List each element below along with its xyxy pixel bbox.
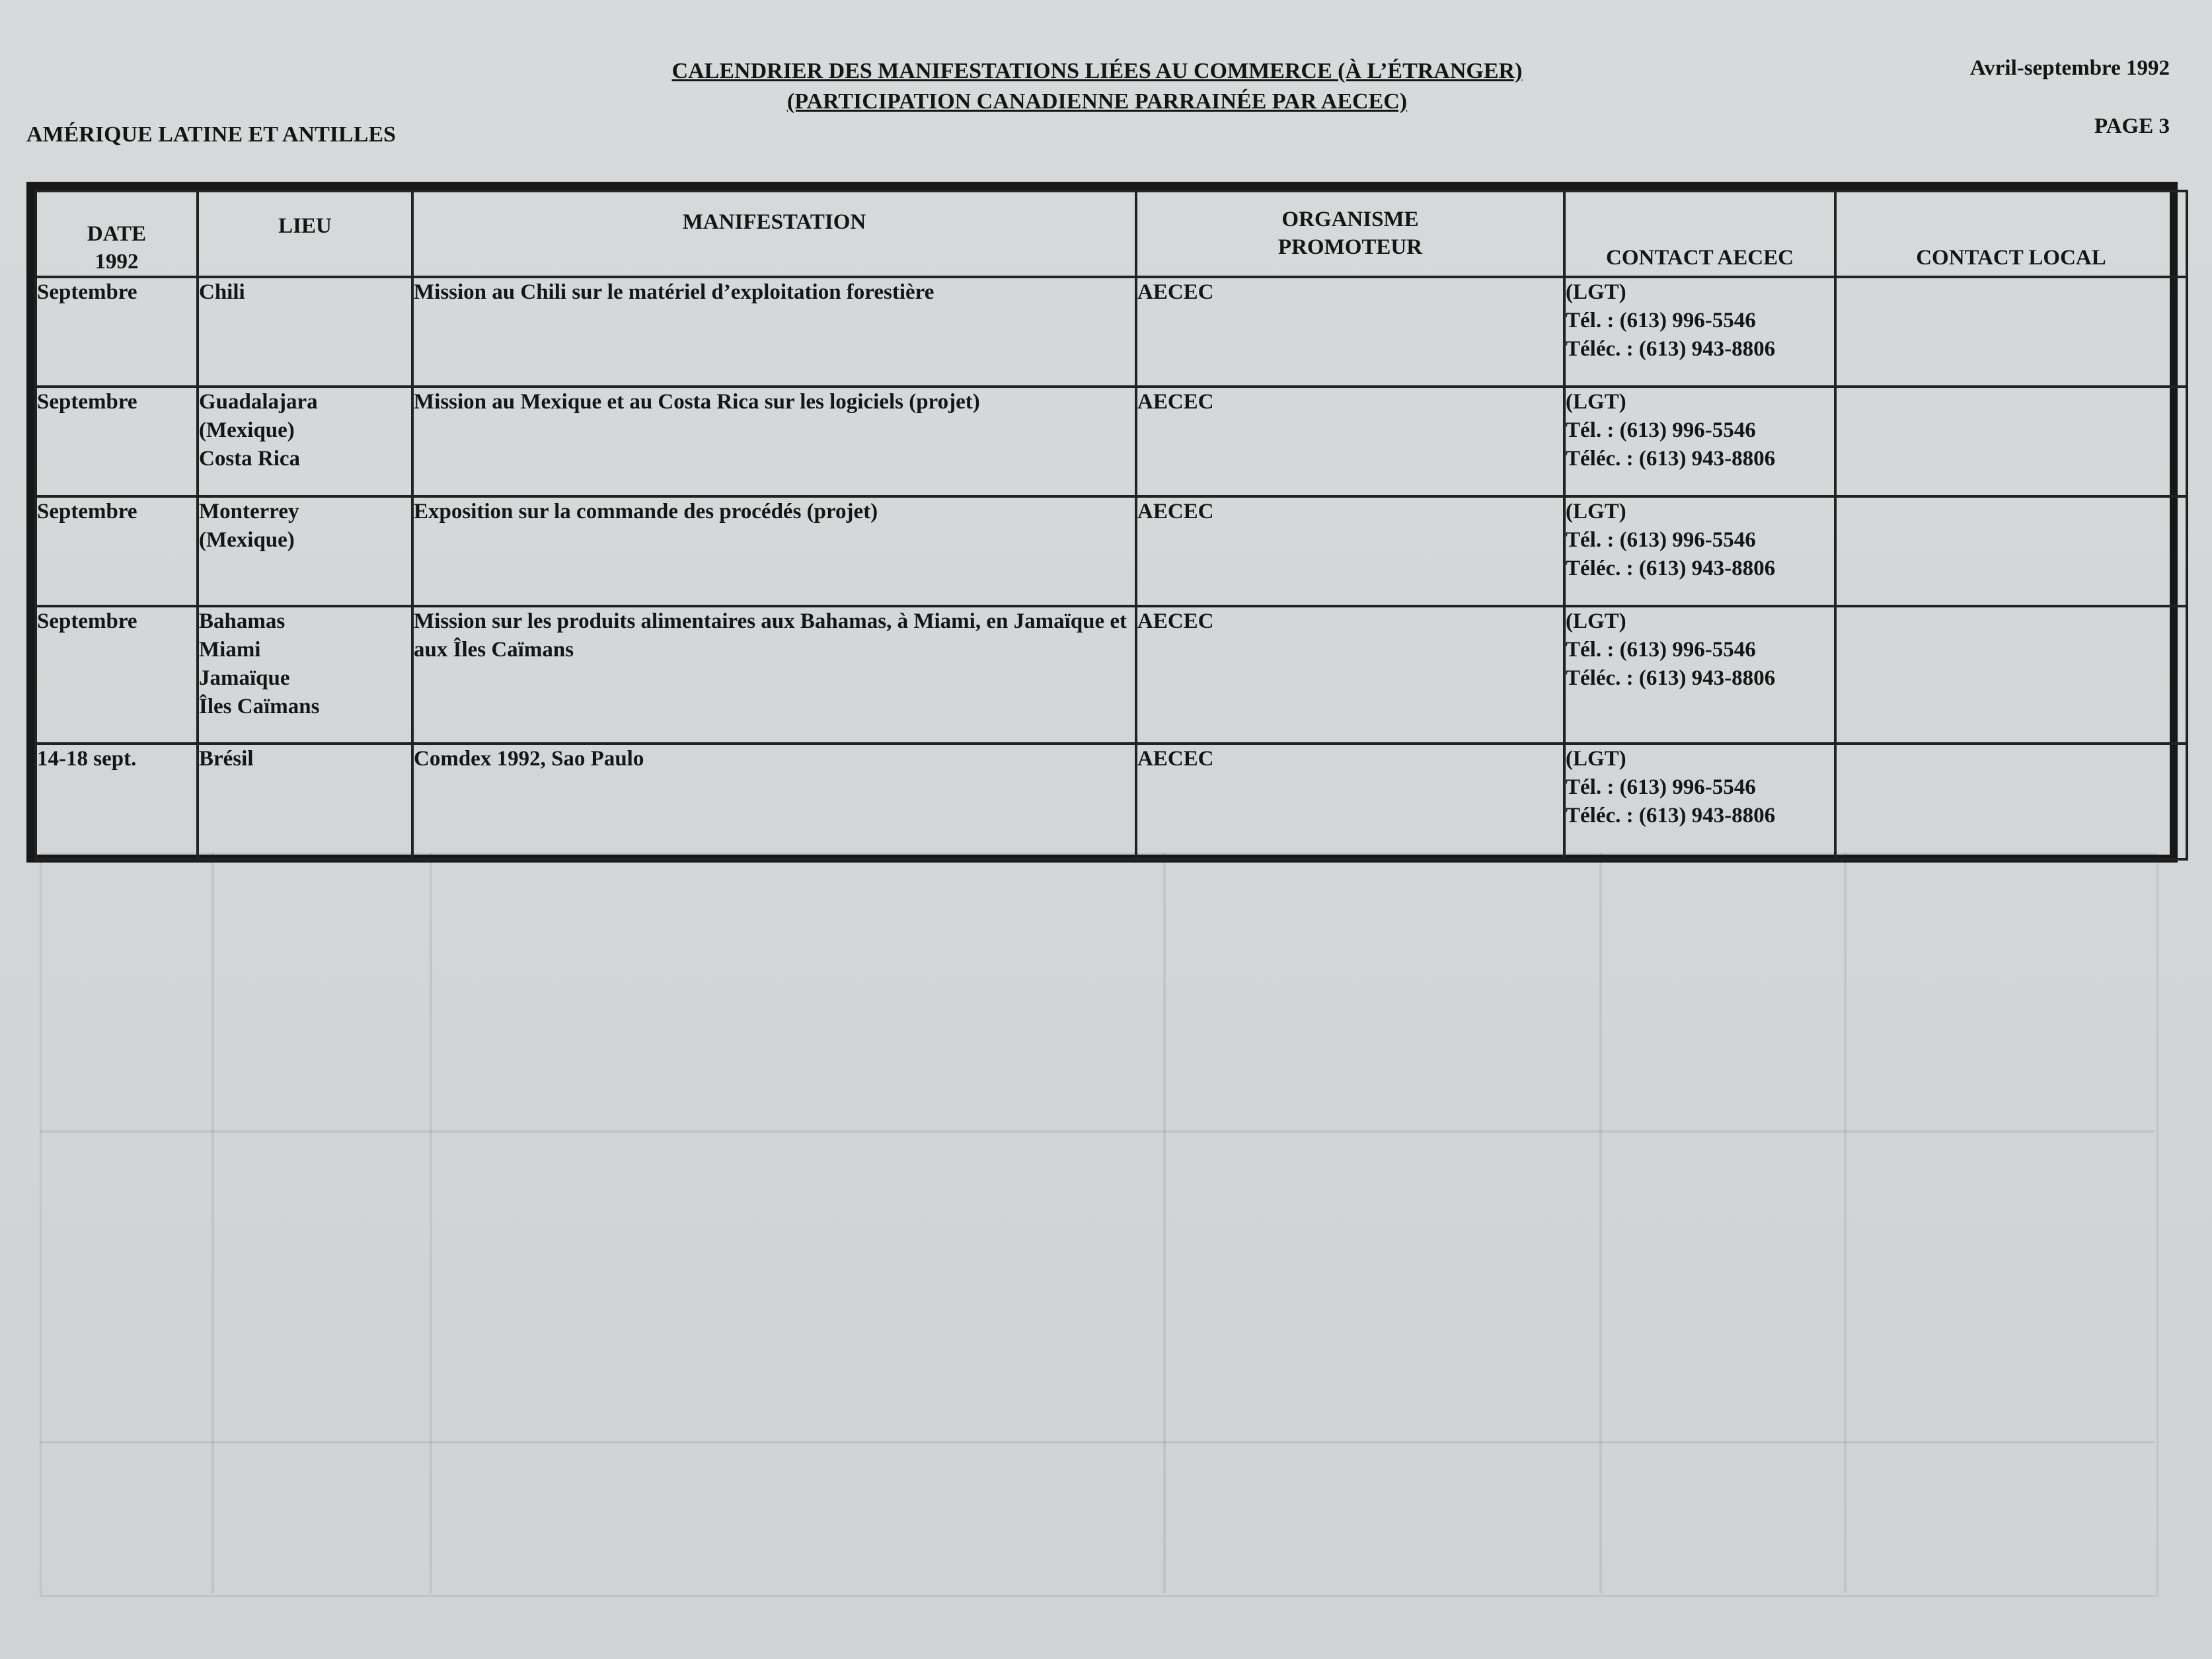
cell-contact-aecec	[1564, 606, 1835, 744]
lieu-line: Miami	[199, 638, 261, 662]
contact-phone: Tél. : (613) 996-5546	[1566, 528, 1756, 552]
cell-organisme: AECEC	[1136, 277, 1564, 387]
contact-fax: Téléc. : (613) 943-8806	[1566, 666, 1776, 690]
cell-lieu	[198, 606, 412, 744]
lieu-line: Monterrey	[199, 500, 299, 523]
column-header-date-line2: 1992	[95, 250, 139, 274]
lieu-line: Bahamas	[199, 609, 286, 633]
contact-fax: Téléc. : (613) 943-8806	[1566, 337, 1776, 361]
bleed-through-rule	[40, 1130, 2155, 1133]
cell-contact-local	[1835, 277, 2187, 387]
cell-manifestation: Comdex 1992, Sao Paulo	[412, 744, 1136, 859]
contact-code: (LGT)	[1566, 390, 1626, 414]
column-header-organisme	[1136, 191, 1564, 277]
bleed-through-rule	[1599, 853, 1602, 1593]
cell-contact-local	[1835, 496, 2187, 606]
cell-organisme: AECEC	[1136, 387, 1564, 496]
cell-contact-aecec	[1564, 744, 1835, 859]
lieu-line: (Mexique)	[199, 528, 295, 552]
column-header-manifestation: MANIFESTATION	[412, 191, 1136, 277]
cell-contact-aecec	[1564, 496, 1835, 606]
column-header-contact-local: CONTACT LOCAL	[1835, 191, 2187, 277]
cell-lieu	[198, 387, 412, 496]
cell-contact-aecec	[1564, 387, 1835, 496]
cell-contact-aecec	[1564, 277, 1835, 387]
document-title	[595, 56, 1599, 117]
cell-contact-local	[1835, 606, 2187, 744]
contact-code: (LGT)	[1566, 609, 1626, 633]
table-row	[36, 277, 2187, 387]
cell-date: Septembre	[36, 606, 198, 744]
table-row	[36, 606, 2187, 744]
cell-date: Septembre	[36, 387, 198, 496]
contact-phone: Tél. : (613) 996-5546	[1566, 309, 1756, 332]
lieu-line: Brésil	[199, 747, 254, 771]
contact-fax: Téléc. : (613) 943-8806	[1566, 557, 1776, 580]
page-number: PAGE 3	[2094, 114, 2170, 138]
table-header-row	[36, 191, 2187, 277]
bleed-through-rule	[1163, 853, 1166, 1593]
cell-contact-local	[1835, 744, 2187, 859]
cell-date: 14-18 sept.	[36, 744, 198, 859]
contact-phone: Tél. : (613) 996-5546	[1566, 638, 1756, 662]
cell-organisme: AECEC	[1136, 606, 1564, 744]
cell-organisme: AECEC	[1136, 744, 1564, 859]
bleed-through-rule	[1844, 853, 1847, 1593]
date-range: Avril-septembre 1992	[1969, 56, 2170, 80]
cell-manifestation: Mission au Chili sur le matériel d’exploitation forestière	[412, 277, 1136, 387]
bleed-through-table	[40, 853, 2158, 1597]
column-header-organisme-line2: PROMOTEUR	[1278, 235, 1423, 259]
cell-lieu	[198, 496, 412, 606]
bleed-through-rule	[40, 1441, 2155, 1444]
column-header-organisme-line1: ORGANISME	[1281, 208, 1419, 231]
column-header-date	[36, 191, 198, 277]
column-header-lieu: LIEU	[198, 191, 412, 277]
title-line-2: (PARTICIPATION CANADIENNE PARRAINÉE PAR AECEC)	[786, 89, 1408, 114]
table-row	[36, 496, 2187, 606]
cell-manifestation: Exposition sur la commande des procédés (projet)	[412, 496, 1136, 606]
lieu-line: Guadalajara	[199, 390, 318, 414]
column-header-date-line1: DATE	[87, 222, 147, 246]
schedule-table	[34, 190, 2188, 861]
contact-code: (LGT)	[1566, 500, 1626, 523]
contact-code: (LGT)	[1566, 747, 1626, 771]
cell-lieu	[198, 744, 412, 859]
contact-phone: Tél. : (613) 996-5546	[1566, 775, 1756, 799]
cell-organisme: AECEC	[1136, 496, 1564, 606]
lieu-line: Costa Rica	[199, 447, 301, 471]
lieu-line: Îles Caïmans	[199, 695, 320, 718]
cell-date: Septembre	[36, 496, 198, 606]
cell-manifestation: Mission au Mexique et au Costa Rica sur les logiciels (projet)	[412, 387, 1136, 496]
lieu-line: Jamaïque	[199, 666, 290, 690]
cell-lieu	[198, 277, 412, 387]
bleed-through-rule	[430, 853, 432, 1593]
region-heading: AMÉRIQUE LATINE ET ANTILLES	[26, 122, 396, 147]
cell-date: Septembre	[36, 277, 198, 387]
cell-contact-local	[1835, 387, 2187, 496]
column-header-contact-aecec: CONTACT AECEC	[1564, 191, 1835, 277]
table-row	[36, 744, 2187, 859]
contact-phone: Tél. : (613) 996-5546	[1566, 418, 1756, 442]
title-line-1: CALENDRIER DES MANIFESTATIONS LIÉES AU COMMERCE (À L’ÉTRANGER)	[671, 59, 1523, 83]
cell-manifestation: Mission sur les produits alimentaires aux Bahamas, à Miami, en Jamaïque et aux Îles Caïmans	[412, 606, 1136, 744]
bleed-through-rule	[211, 853, 214, 1593]
table-row	[36, 387, 2187, 496]
contact-fax: Téléc. : (613) 943-8806	[1566, 447, 1776, 471]
contact-fax: Téléc. : (613) 943-8806	[1566, 804, 1776, 828]
schedule-table-frame	[26, 182, 2178, 863]
lieu-line: (Mexique)	[199, 418, 295, 442]
lieu-line: Chili	[199, 280, 245, 304]
contact-code: (LGT)	[1566, 280, 1626, 304]
